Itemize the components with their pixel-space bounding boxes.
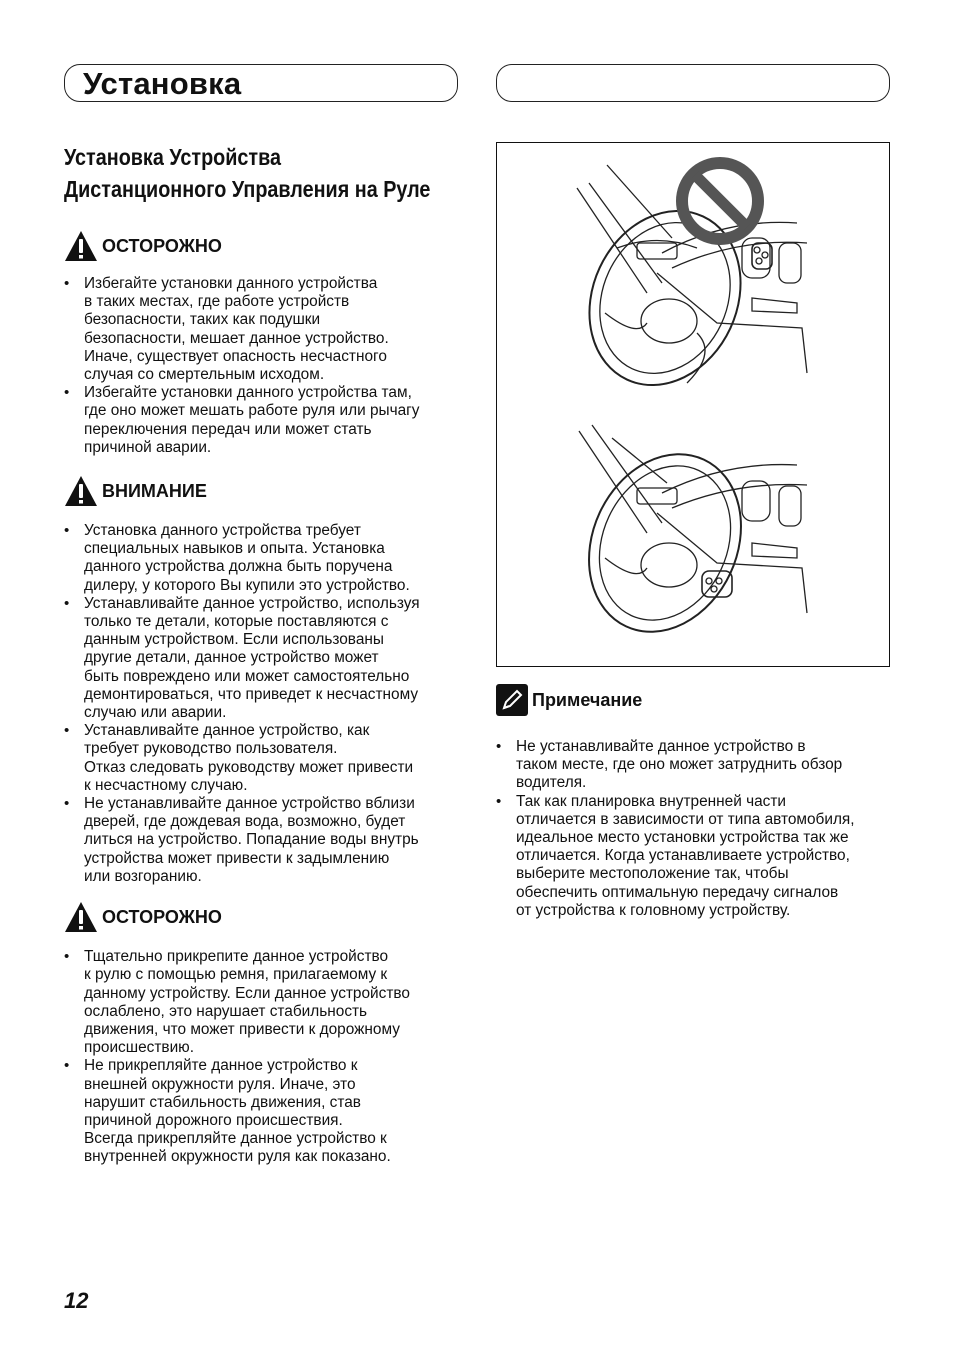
section-title — [64, 141, 464, 205]
warning-triangle-icon — [64, 230, 98, 262]
wheel-correct-placement — [561, 425, 807, 657]
list-item: • Не прикрепляйте данное устройство к внешней окружности руля. Иначе, это нарушит стабильность движения, став причиной дорожного происшествия. Всегда прикрепляйте данное устройство к внутренней окружности руля как показано. — [64, 1057, 464, 1166]
section-title-line2: Дистанционного Управления на Руле — [64, 176, 431, 202]
caution-block-2 — [64, 900, 464, 1166]
installation-figure — [496, 142, 890, 667]
list-item: • Тщательно прикрепите данное устройство к рулю с помощью ремня, прилагаемому к данному устройству. Если данное устройство ослаблено, это нарушает стабильность движения, что может привести к дорожному происшествию. — [64, 948, 464, 1057]
note-list — [496, 738, 896, 920]
note-label: Примечание — [532, 689, 643, 710]
list-item: • Устанавливайте данное устройство, используя только те детали, которые поставляются с данным устройством. Если использованы другие детали, данное устройство может быть повреждено или может самостоятельно демонтироваться, что приведет к несчастному случаю или аварии. — [64, 595, 464, 722]
section-title-line1: Установка Устройства — [64, 144, 282, 170]
list-item: • Не устанавливайте данное устройство вблизи дверей, где дождевая вода, возможно, будет литься на устройство. Попадание воды внутрь устройства может привести к задымлению или возгоранию. — [64, 795, 464, 886]
note-block — [496, 684, 896, 920]
attention-label: ВНИМАНИЕ — [102, 480, 207, 501]
caution-label-1: ОСТОРОЖНО — [102, 235, 222, 256]
caution-block-1 — [64, 229, 464, 457]
steering-wheel-illustration — [497, 143, 888, 665]
warning-triangle-icon — [64, 901, 98, 933]
left-column — [64, 140, 464, 1167]
header-right-box — [496, 64, 890, 102]
list-item: • Избегайте установки данного устройства там, где оно может мешать работе руля или рычагу переключения передач или может стать причиной аварии. — [64, 384, 464, 457]
caution-list-1 — [64, 275, 464, 457]
caution-heading-2 — [64, 900, 464, 934]
list-item: • Так как планировка внутренней части отличается в зависимости от типа автомобиля, идеальное место установки устройства так же отличается. Когда устанавливаете устройство, выберите местоположение так, чтобы обеспечить оптимальную передачу сигналов от устройства к головному устройству. — [496, 793, 896, 920]
header-left-box — [64, 64, 458, 102]
note-heading — [496, 684, 896, 716]
attention-list — [64, 522, 464, 886]
attention-heading — [64, 474, 464, 508]
caution-list-2 — [64, 948, 464, 1166]
list-item: • Установка данного устройства требует специальных навыков и опыта. Установка данного устройства должна быть поручена дилеру, у которого Вы купили это устройство. — [64, 522, 464, 595]
warning-triangle-icon — [64, 475, 98, 507]
page-title: Установка — [83, 66, 242, 101]
list-item: • Не устанавливайте данное устройство в таком месте, где оно может затруднить обзор водителя. — [496, 738, 896, 793]
attention-block — [64, 474, 464, 886]
list-item: • Устанавливайте данное устройство, как требует руководство пользователя. Отказ следовать руководству может привести к несчастному случаю. — [64, 722, 464, 795]
caution-label-2: ОСТОРОЖНО — [102, 906, 222, 927]
page-number: 12 — [64, 1288, 89, 1313]
caution-heading-1 — [64, 229, 464, 263]
list-item: • Избегайте установки данного устройства в таких местах, где работе устройств безопасности, таких как подушки безопасности, мешает данное устройство. Иначе, существует опасность несчастного случая со смертельным исходом. — [64, 275, 464, 384]
pencil-note-icon — [496, 684, 528, 716]
